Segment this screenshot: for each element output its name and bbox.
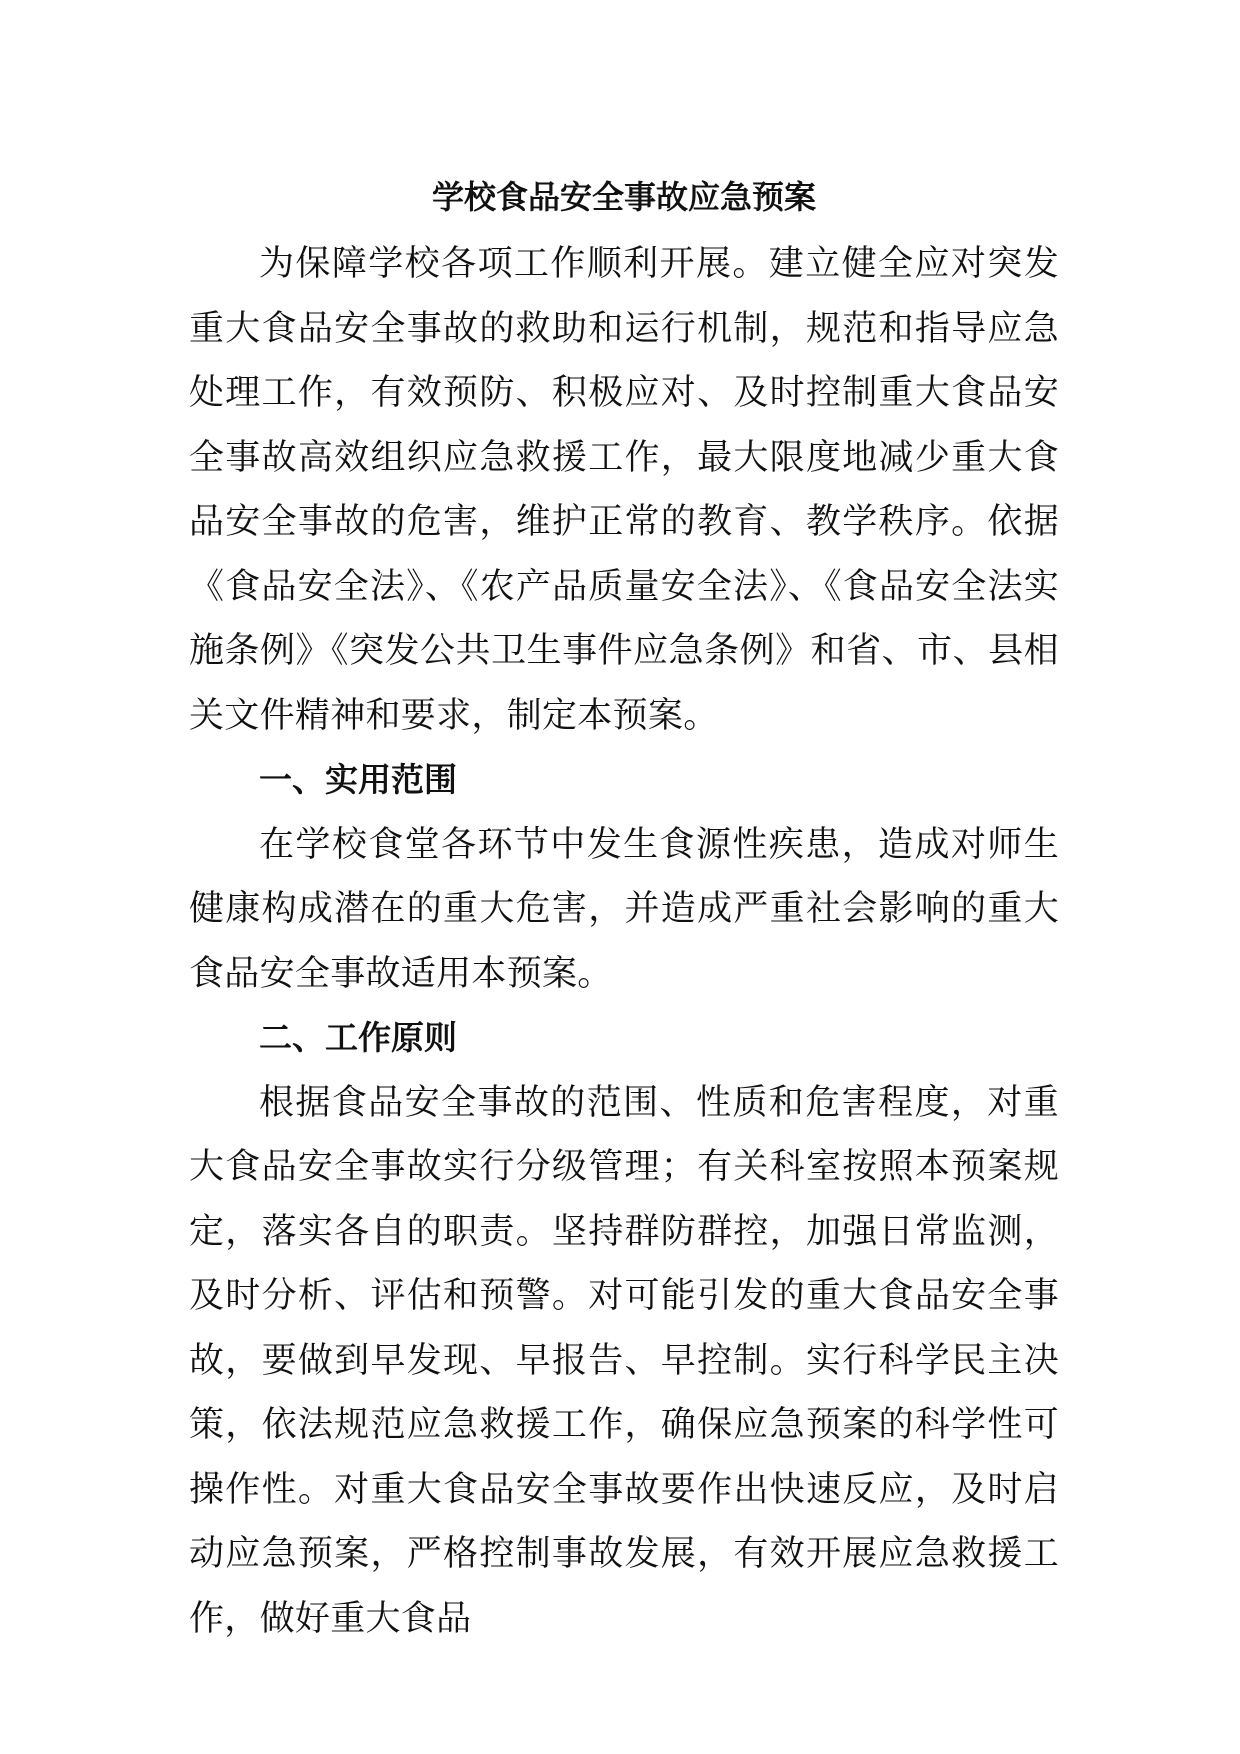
document-page [189, 162, 1059, 1651]
section-body-principles: 根据食品安全事故的范围、性质和危害程度，对重大食品安全事故实行分级管理；有关科室按照本预案规定，落实各自的职责。坚持群防群控，加强日常监测，及时分析、评估和预警。对可能引发的重大食品安全事故，要做到早发现、早报告、早控制。实行科学民主决策，依法规范应急救援工作，确保应急预案的科学性可操作性。对重大食品安全事故要作出快速反应，及时启动应急预案，严格控制事故发展，有效开展应急救援工作，做好重大食品 [189, 1082, 1059, 1639]
intro-paragraph: 为保障学校各项工作顺利开展。建立健全应对突发重大食品安全事故的救助和运行机制，规范和指导应急处理工作，有效预防、积极应对、及时控制重大食品安全事故高效组织应急救援工作，最大限度地减少重大食品安全事故的危害，维护正常的教育、教学秩序。依据《食品安全法》、《农产品质量安全法》、《食品安全法实施条例》《突发公共卫生事件应急条例》和省、市、县相关文件精神和要求，制定本预案。 [189, 244, 1059, 736]
section-heading-principles: 二、工作原则 [259, 1018, 457, 1057]
section-heading-scope: 一、实用范围 [259, 760, 457, 799]
section-body-scope: 在学校食堂各环节中发生食源性疾患，造成对师生健康构成潜在的重大危害，并造成严重社会影响的重大食品安全事故适用本预案。 [189, 824, 1059, 994]
document-title: 学校食品安全事故应急预案 [431, 178, 816, 216]
